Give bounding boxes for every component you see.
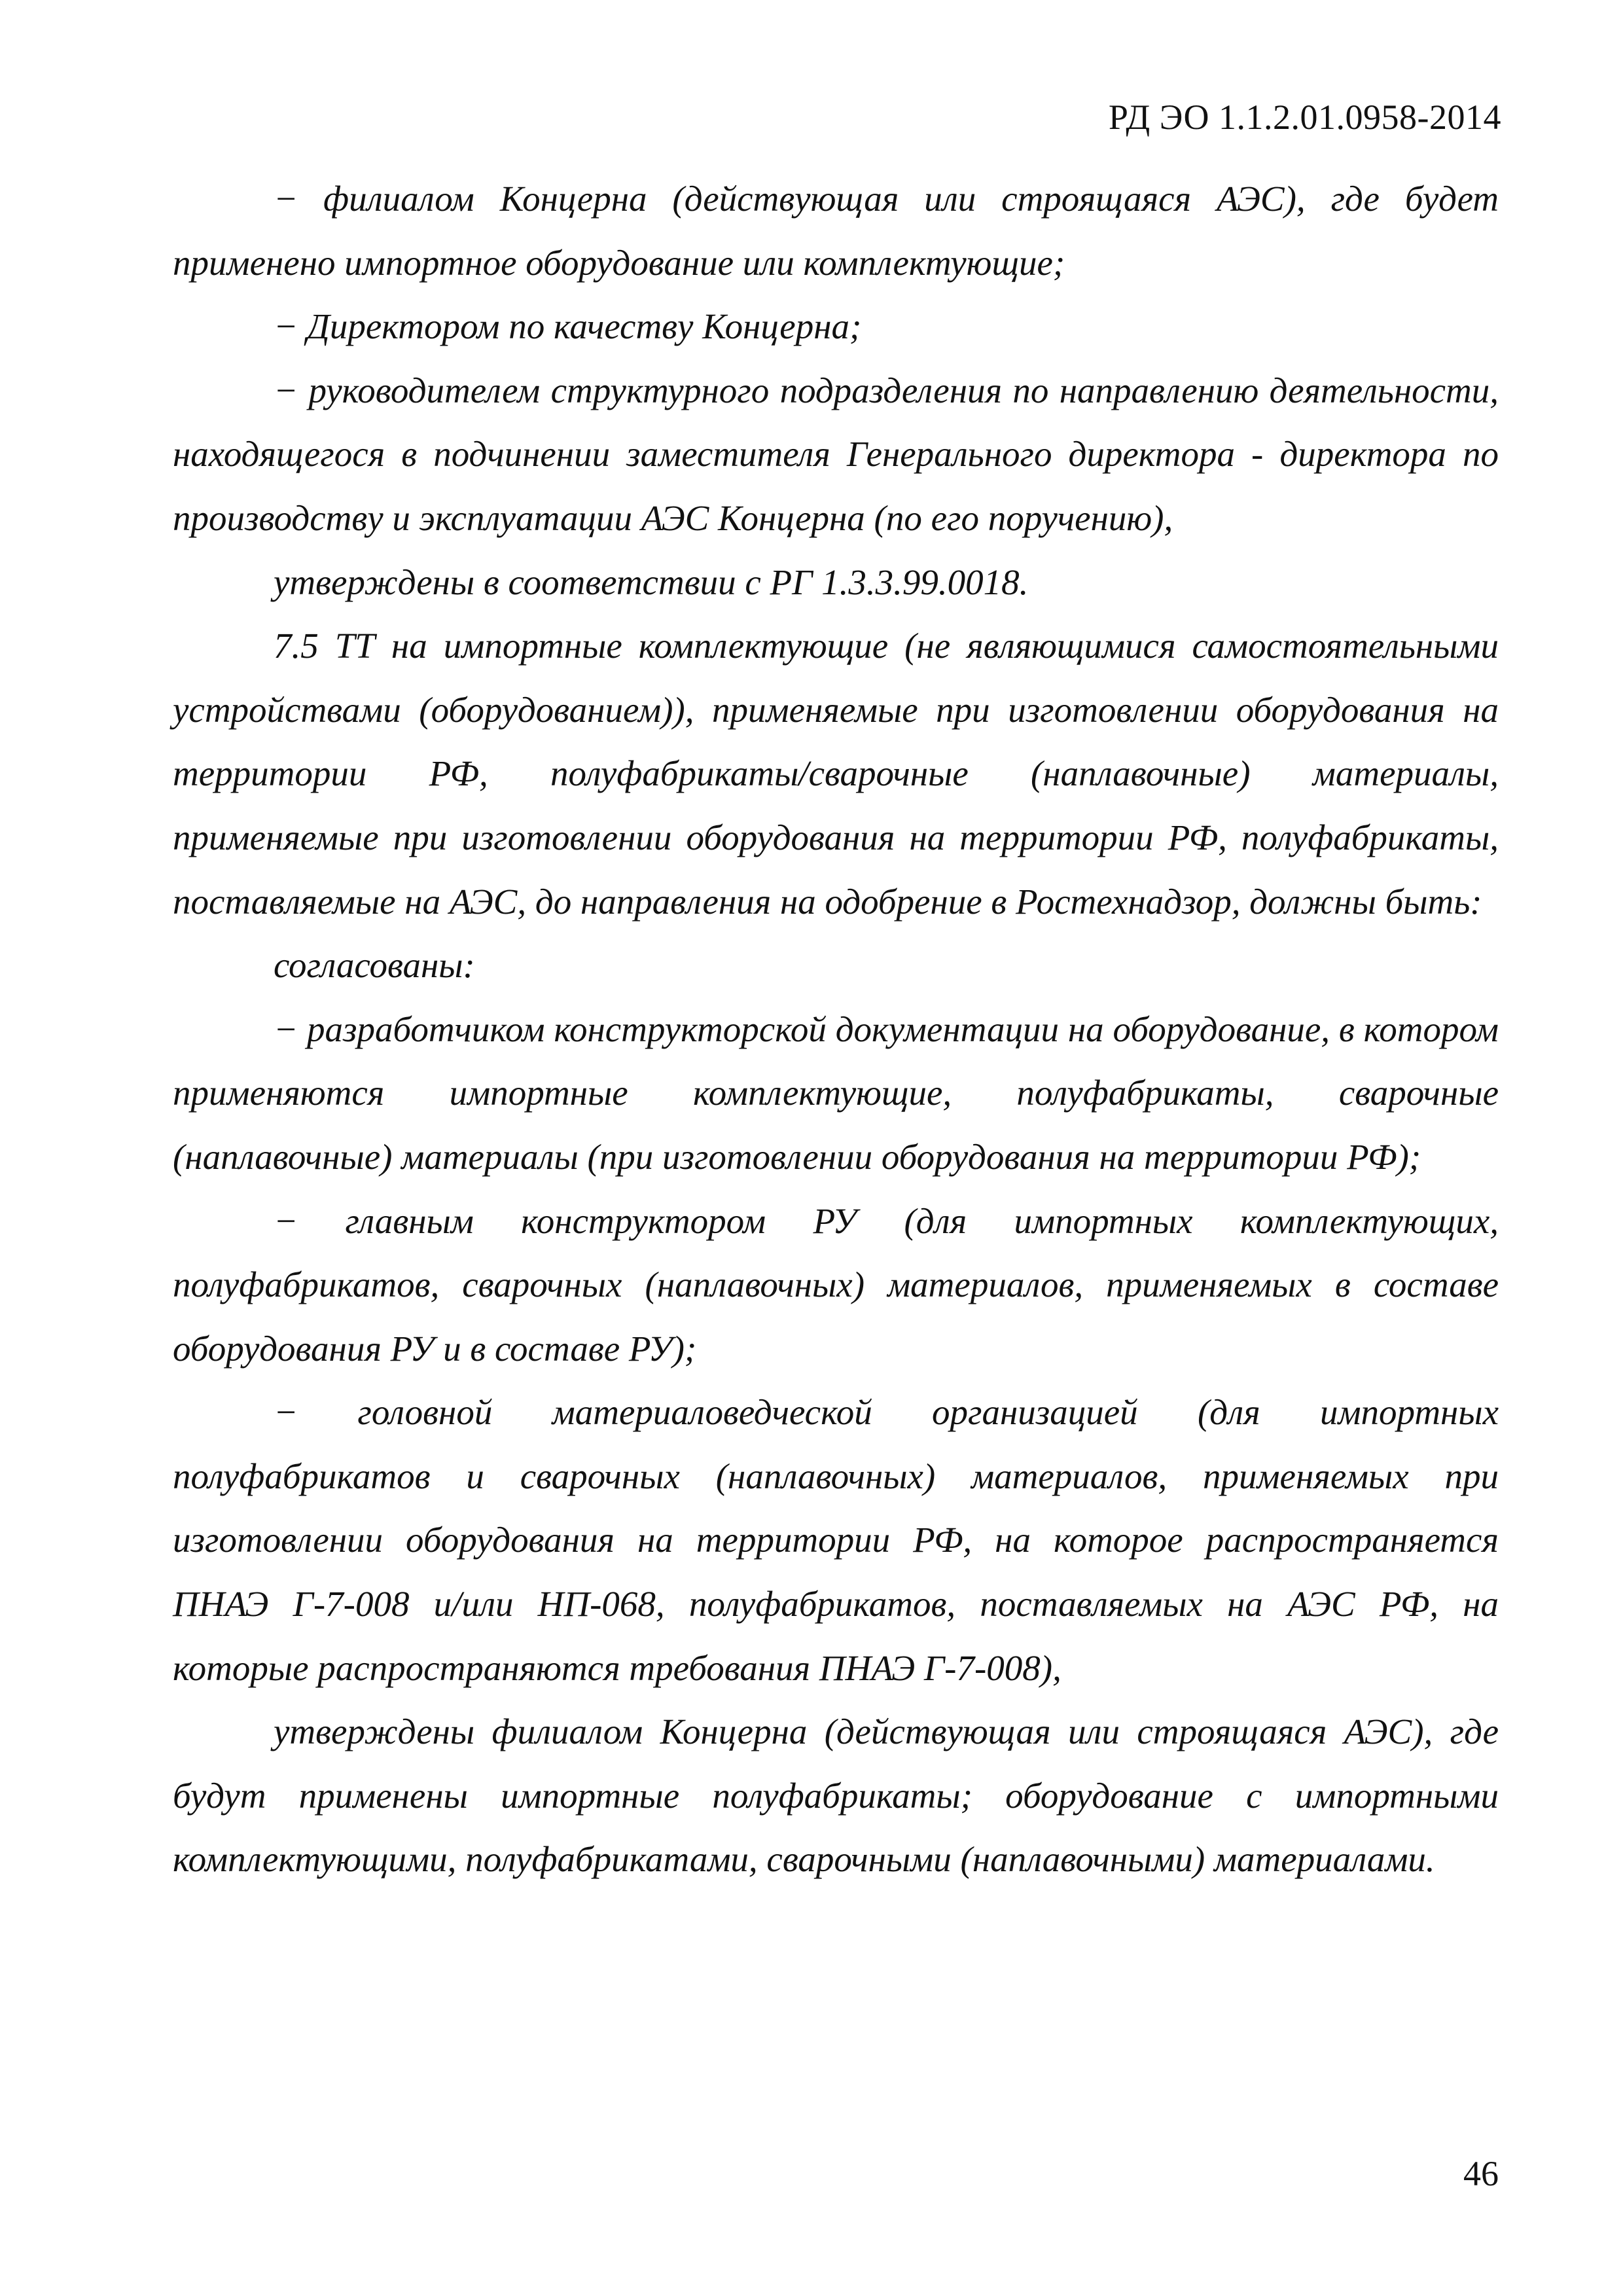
paragraph-section-7-5: 7.5 ТТ на импортные комплектующие (не являющимися самостоятельными устройствами (оборудованием)), применяемые при изготовлении оборудования на территории РФ, полуфабрикаты/сварочные (наплавочные) материалы, применяемые при изготовлении оборудования на территории РФ, полуфабрикаты, поставляемые на АЭС, до направления на одобрение в Ростехнадзор, должны быть: [173,626,1499,922]
paragraph-chief-designer: − главным конструктором РУ (для импортных комплектующих, полуфабрикатов, сварочных (наплавочных) материалов, применяемых в составе оборудования РУ и в составе РУ); [173,1200,1499,1369]
paragraph-approved-by-branch: утверждены филиалом Концерна (действующая или строящаяся АЭС), где будут применены импортные полуфабрикаты; оборудование с импортными комплектующими, полуфабрикатами, сварочными (наплавочными) материалами. [173,1712,1499,1880]
paragraph-materials-organization: − головной материаловедческой организацией (для импортных полуфабрикатов и сварочных (наплавочных) материалов, применяемых при изготовлении оборудования на территории РФ, на которое распространяется ПНАЭ Г-7-008 и/или НП-068, полуфабрикатов, поставляемых на АЭС РФ, на которые распространяются требования ПНАЭ Г-7-008), [173,1392,1499,1688]
paragraph-approved-per-rg: утверждены в соответствии с РГ 1.3.3.99.0018. [274,562,1029,602]
page-number: 46 [1463,2154,1499,2193]
paragraph-branch-approval: − филиалом Концерна (действующая или строящаяся АЭС), где будет применено импортное оборудование или комплектующие; [173,179,1499,283]
paragraph-design-developer: − разработчиком конструкторской документации на оборудование, в котором применяются импортные комплектующие, полуфабрикаты, сварочные (наплавочные) материалы (при изготовлении оборудования на территории РФ); [173,1009,1499,1177]
document-body [173,167,1499,1892]
paragraph-quality-director: − Директором по качеству Концерна; [274,306,862,347]
document-code: РД ЭО 1.1.2.01.0958-2014 [1108,98,1501,137]
paragraph-agreed: согласованы: [274,945,475,986]
paragraph-division-head: − руководителем структурного подразделения по направлению деятельности, находящегося в подчинении заместителя Генерального директора - директора по производству и эксплуатации АЭС Концерна (по его поручению), [173,370,1499,538]
